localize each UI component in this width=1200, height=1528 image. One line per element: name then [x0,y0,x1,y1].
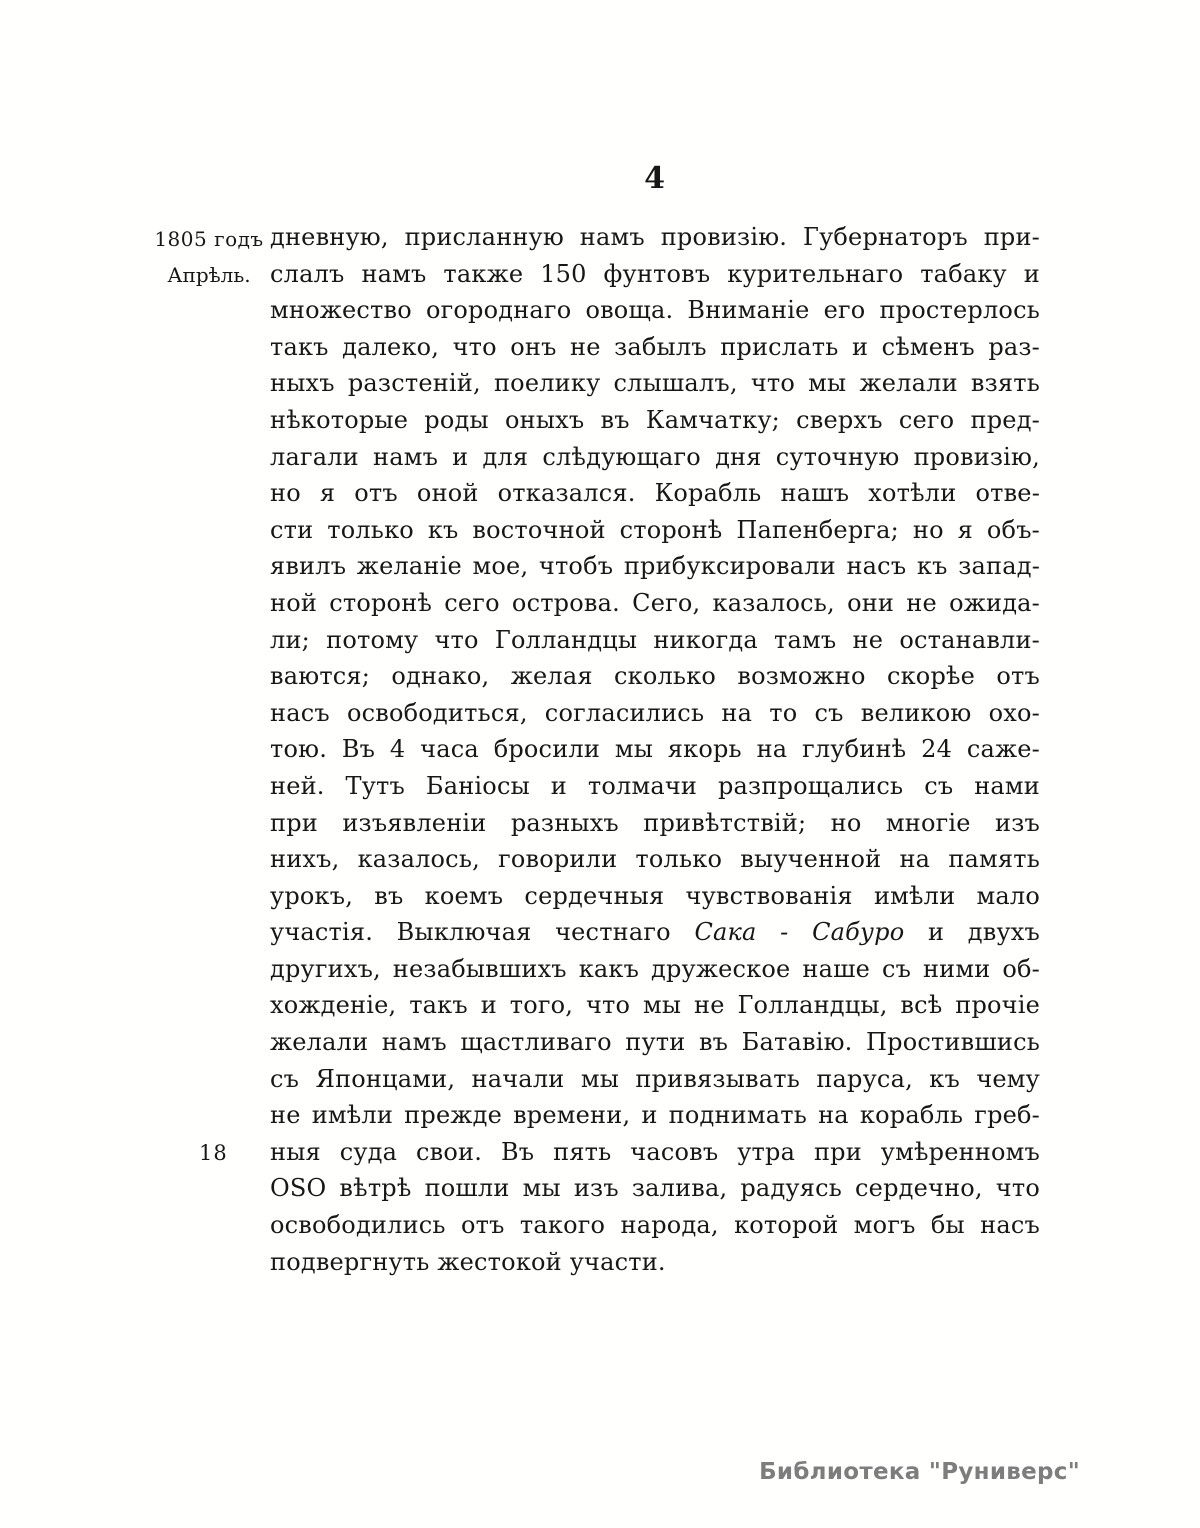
text-line: ной сторонѣ сего острова. Сего, казалось, они не ожида- [270,588,1040,617]
text-line: такъ далеко, что онъ не забылъ прислать и сѣменъ раз- [270,332,1040,361]
margin-note-month: Апрѣль. [167,263,251,287]
text-line: тою. Въ 4 часа бросили мы якорь на глубинѣ 24 саже- [270,735,1040,764]
text-line: нихъ, казалось, говорили только выученной на память [270,845,1040,874]
text-line: дневную, присланную намъ провизію. Губернаторъ при- [270,223,1040,251]
page-number: 4 [644,161,666,196]
text-line: насъ освободиться, согласились на то съ великою охо- [270,698,1040,727]
text-line: лагали намъ и для слѣдующаго дня суточную провизію, [270,442,1040,471]
text-line: подвергнуть жестокой участи. [270,1247,666,1276]
text-line: нѣкоторые роды оныхъ въ Камчатку; сверхъ сего пред- [270,405,1040,434]
margin-page-ref: 18 [199,1141,228,1165]
text-line: слалъ намъ также 150 фунтовъ курительнаго табаку и [270,259,1040,288]
text-line: ныя суда свои. Въ пять часовъ утра при умѣренномъ [270,1137,1040,1166]
body-text [270,219,1040,1280]
margin-note-year: 1805 годъ [154,227,264,251]
italic-proper-name: Сака - Сабуро [694,918,905,947]
text-line: но я отъ оной отказался. Корабль нашъ хотѣли отве- [270,479,1040,508]
text-line: участія. Выключая честнаго Сака - Сабуро и двухъ [270,918,1041,947]
text-line: ныхъ разстеній, поелику слышалъ, что мы желали взять [270,369,1040,398]
text-line: хожденіе, такъ и того, что мы не Голландцы, всѣ прочіе [270,991,1040,1020]
text-line: другихъ, незабывшихъ какъ дружеское наше съ ними об- [270,954,1040,983]
library-watermark: Библиотека "Руниверс" [759,1459,1080,1485]
text-line: урокъ, въ коемъ сердечныя чувствованія имѣли мало [270,881,1040,910]
text-line: желали намъ щастливаго пути въ Батавію. Простившись [270,1028,1040,1057]
margin-note-date [148,221,270,293]
text-line: OSO вѣтрѣ пошли мы изъ залива, радуясь сердечно, что [270,1174,1040,1203]
text-line: ваются; однако, желая сколько возможно скорѣе отъ [270,662,1040,691]
text-line: съ Японцами, начали мы привязывать паруса, къ чему [270,1064,1040,1093]
text-line: явилъ желаніе мое, чтобъ прибуксировали насъ къ запад- [270,552,1040,581]
text-line: сти только къ восточной сторонѣ Папенберга; но я объ- [270,515,1040,544]
text-line: при изъявленіи разныхъ привѣтствій; но многіе изъ [270,808,1040,837]
text-line: ли; потому что Голландцы никогда тамъ не останавли- [270,625,1040,654]
text-line: множество огороднаго овоща. Вниманіе его простерлось [270,296,1040,325]
text-line: ней. Тутъ Баніосы и толмачи разпрощались съ нами [270,771,1040,800]
text-line: освободились отъ такого народа, которой могъ бы насъ [270,1211,1040,1240]
text-line: не имѣли прежде времени, и поднимать на корабль греб- [270,1101,1040,1130]
